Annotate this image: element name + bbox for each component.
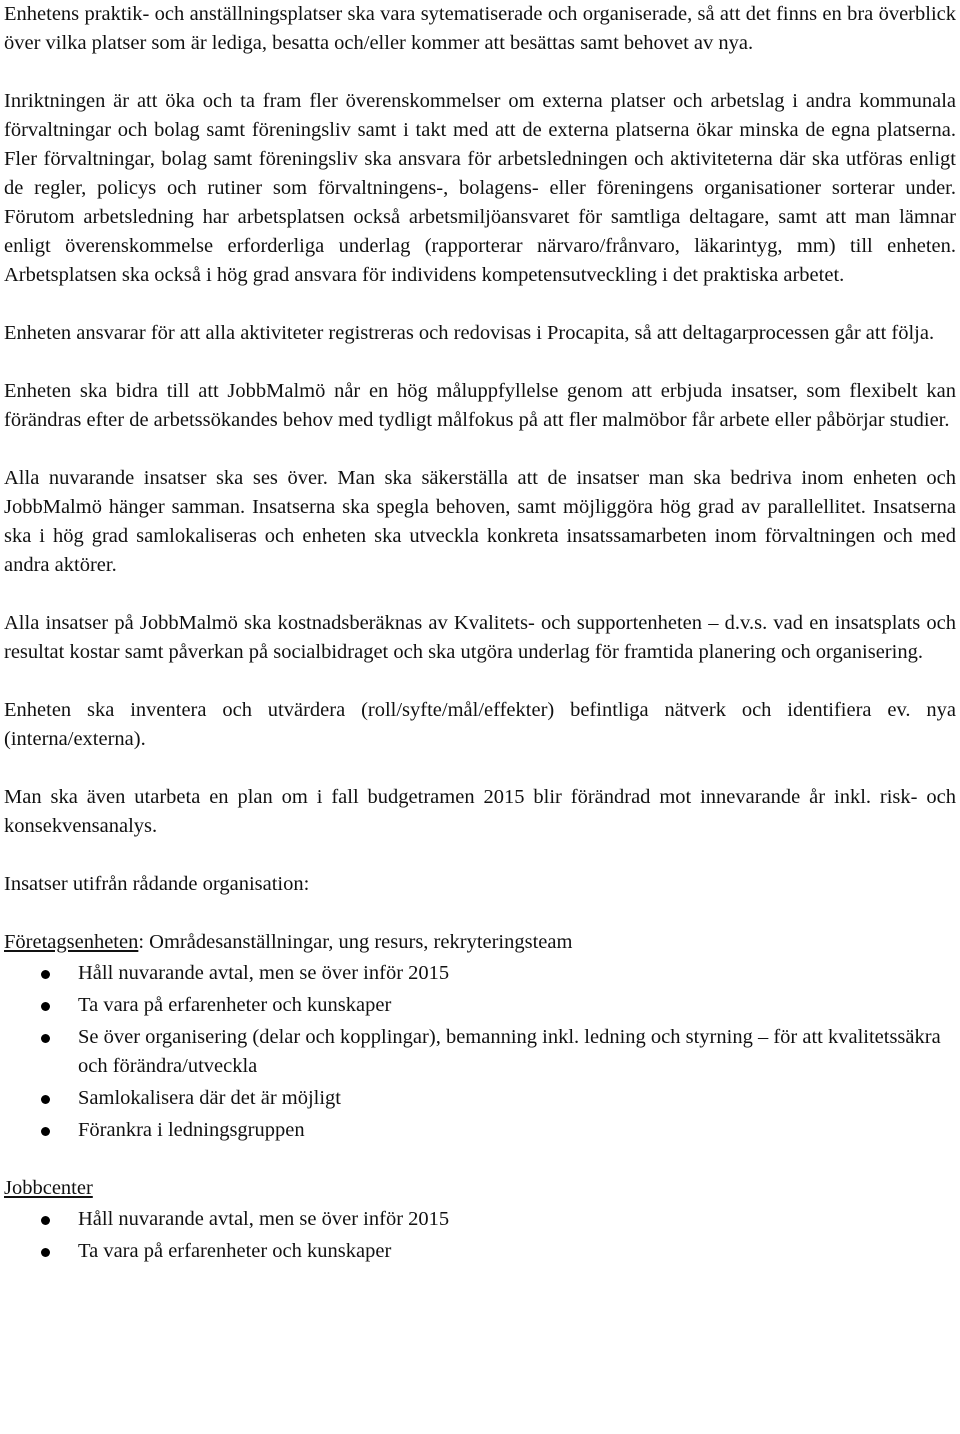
paragraph-procapita: Enheten ansvarar för att alla aktiviteter registreras och redovisas i Procapita, så att deltagarprocessen går att följa. xyxy=(4,322,935,344)
document-page xyxy=(4,0,956,1269)
section-foretagsenheten-label: Företagsenheten xyxy=(4,931,139,953)
paragraph-review-efforts: Alla nuvarande insatser ska ses över. Man ska säkerställa att de insatser man ska bedriva inom enheten och JobbMalmö hänger samman. Insatserna ska spegla behoven, samt möjliggöra hög grad av parallellitet. Insatserna ska i hög grad samlokaliseras och enheten ska utveckla konkreta insatssamarbeten inom förvaltningen och med andra aktörer. xyxy=(4,467,956,576)
paragraph-network-inventory: Enheten ska inventera och utvärdera (roll/syfte/mål/effekter) befintliga nätverk och identifiera ev. nya (interna/externa). xyxy=(4,699,956,750)
bullet-icon xyxy=(41,1002,50,1011)
list-item: Ta vara på erfarenheter och kunskaper xyxy=(4,1237,956,1266)
list-item: Håll nuvarande avtal, men se över inför 2015 xyxy=(4,959,956,988)
section-jobbcenter-list xyxy=(4,1205,956,1266)
section-foretagsenheten-list xyxy=(4,959,956,1145)
list-item: Se över organisering (delar och kopplingar), bemanning inkl. ledning och styrning – för att kvalitetssäkra och förändra/utveckla xyxy=(4,1023,956,1081)
bullet-icon xyxy=(41,1216,50,1225)
list-item: Förankra i ledningsgruppen xyxy=(4,1116,956,1145)
paragraph-budget-plan: Man ska även utarbeta en plan om i fall budgetramen 2015 blir förändrad mot innevarande år inkl. risk- och konsekvensanalys. xyxy=(4,786,956,837)
section-foretagsenheten-heading xyxy=(4,928,956,957)
section-jobbcenter-label: Jobbcenter xyxy=(4,1177,93,1199)
bullet-icon xyxy=(41,1248,50,1257)
list-item: Ta vara på erfarenheter och kunskaper xyxy=(4,991,956,1020)
bullet-icon xyxy=(41,1127,50,1136)
paragraph-goal-fulfilment: Enheten ska bidra till att JobbMalmö når en hög måluppfyllelse genom att erbjuda insatser, som flexibelt kan förändras efter de arbetssökandes behov med tydligt målfokus på att fler malmöbor får arbete eller påbörjar studier. xyxy=(4,380,956,431)
organisation-heading: Insatser utifrån rådande organisation: xyxy=(4,873,310,895)
paragraph-placements: Enhetens praktik- och anställningsplatser ska vara sytematiserade och organiserade, så att det finns en bra överblick över vilka platser som är lediga, besatta och/eller kommer att besättas samt behovet av nya. xyxy=(4,3,956,54)
bullet-icon xyxy=(41,1095,50,1104)
bullet-icon xyxy=(41,1034,50,1043)
section-jobbcenter-heading xyxy=(4,1174,956,1203)
paragraph-direction: Inriktningen är att öka och ta fram fler överenskommelser om externa platser och arbetslag i andra kommunala förvaltningar och bolag samt föreningsliv samt i takt med att de externa platserna ökar minska de egna platserna. Fler förvaltningar, bolag samt föreningsliv ska ansvara för arbetsledningen och aktiviteterna där ska utföras enligt de regler, policys och rutiner som förvaltningens-, bolagens- eller föreningens organisationer sorterar under. Förutom arbetsledning har arbetsplatsen också arbetsmiljöansvaret för samtliga deltagare, samt att man lämnar enligt överenskommelse erforderliga underlag (rapporterar närvaro/frånvaro, läkarintyg, mm) till enheten. Arbetsplatsen ska också i hög grad ansvara för individens kompetensutveckling i det praktiska arbetet. xyxy=(4,90,956,286)
bullet-icon xyxy=(41,970,50,979)
section-foretagsenheten-description: : Områdesanställningar, ung resurs, rekryteringsteam xyxy=(138,931,573,953)
paragraph-cost-calculation: Alla insatser på JobbMalmö ska kostnadsberäknas av Kvalitets- och supportenheten – d.v.s. vad en insatsplats och resultat kostar samt påverkan på socialbidraget och ska utgöra underlag för framtida planering och organisering. xyxy=(4,612,956,663)
list-item: Håll nuvarande avtal, men se över inför 2015 xyxy=(4,1205,956,1234)
list-item: Samlokalisera där det är möjligt xyxy=(4,1084,956,1113)
